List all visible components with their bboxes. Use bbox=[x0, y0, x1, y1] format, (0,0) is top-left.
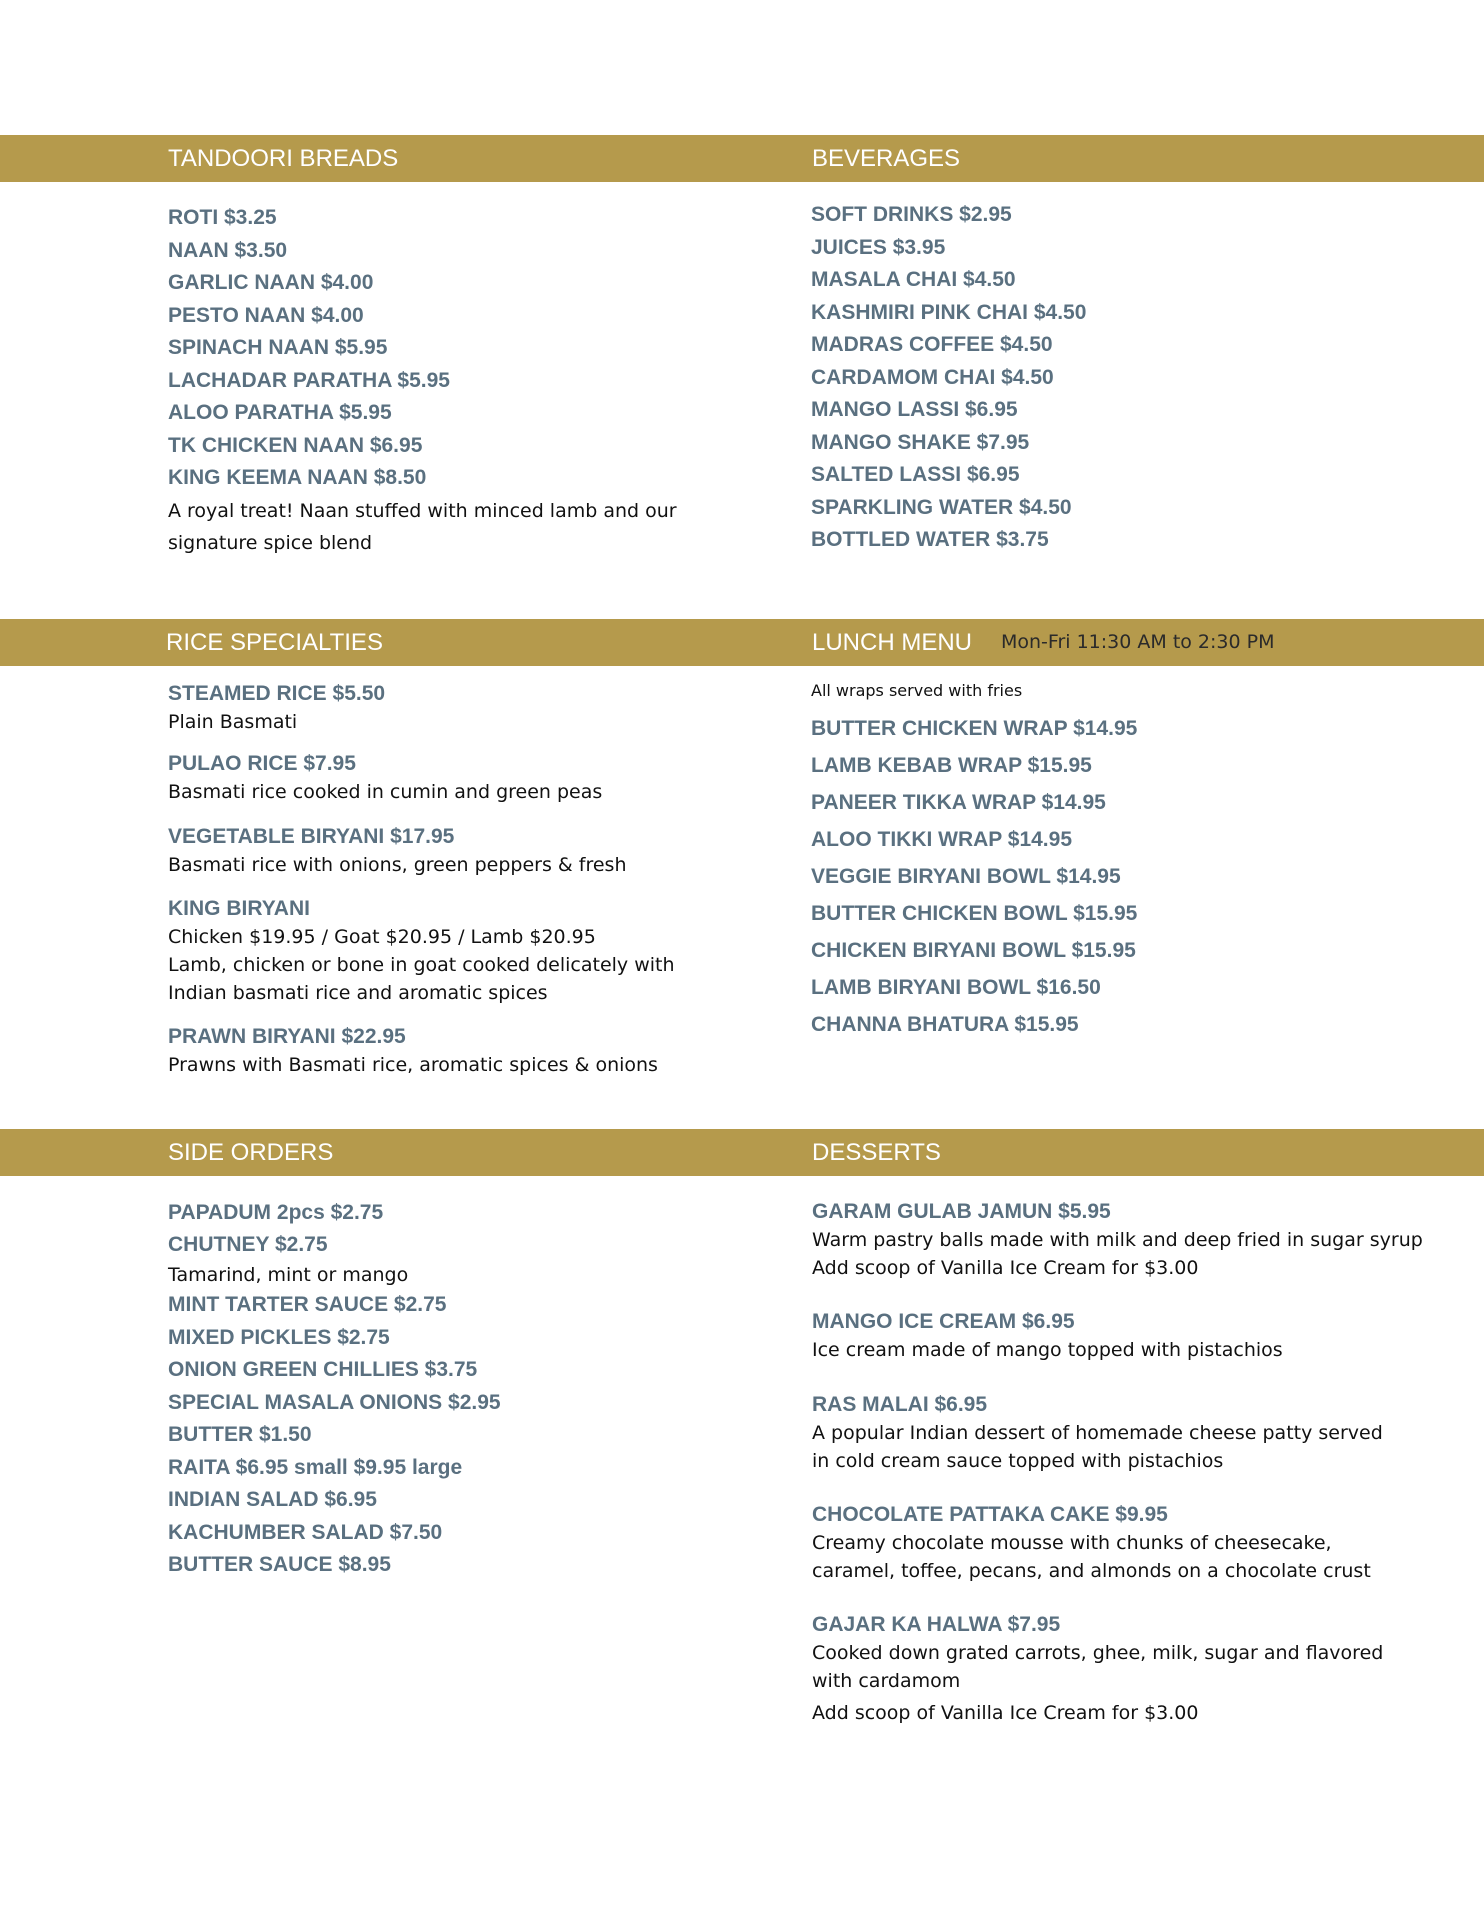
menu-entry bbox=[168, 750, 748, 806]
desserts-heading: DESSERTS bbox=[812, 1139, 941, 1166]
menu-item: MINT TARTER SAUCE $2.75 bbox=[168, 1293, 447, 1316]
menu-item: PANEER TIKKA WRAP $14.95 bbox=[811, 791, 1106, 814]
lunch-menu-hours: Mon-Fri 11:30 AM to 2:30 PM bbox=[1001, 631, 1275, 653]
item-description: Tamarind, mint or mango bbox=[168, 1264, 409, 1286]
rice-specialties-list bbox=[168, 680, 748, 1079]
item-description: Basmati rice with onions, green peppers & fresh bbox=[168, 854, 627, 876]
item-extra: Add scoop of Vanilla Ice Cream for $3.00 bbox=[812, 1702, 1199, 1724]
item-description: Basmati rice cooked in cumin and green peas bbox=[168, 781, 603, 803]
menu-item: MANGO SHAKE $7.95 bbox=[811, 430, 1030, 454]
menu-entry bbox=[168, 823, 748, 879]
menu-item: INDIAN SALAD $6.95 bbox=[168, 1488, 377, 1511]
menu-item: JUICES $3.95 bbox=[811, 235, 946, 259]
menu-item: SPECIAL MASALA ONIONS $2.95 bbox=[168, 1390, 501, 1414]
menu-item: MASALA CHAI $4.50 bbox=[811, 268, 1016, 291]
menu-item: GAJAR KA HALWA $7.95 bbox=[812, 1613, 1061, 1636]
menu-entry bbox=[812, 1198, 1452, 1282]
menu-item: CHUTNEY $2.75 bbox=[168, 1233, 328, 1256]
menu-item: RAS MALAI $6.95 bbox=[812, 1393, 988, 1416]
menu-item: NAAN $3.50 bbox=[168, 238, 288, 262]
menu-item: KING BIRYANI bbox=[168, 897, 310, 920]
menu-item: MADRAS COFFEE $4.50 bbox=[811, 333, 1053, 356]
item-description: A royal treat! Naan stuffed with minced lamb and our signature spice blend bbox=[168, 499, 677, 554]
menu-item: LACHADAR PARATHA $5.95 bbox=[168, 368, 450, 392]
menu-item: KING KEEMA NAAN $8.50 bbox=[168, 466, 427, 489]
menu-item: LAMB BIRYANI BOWL $16.50 bbox=[811, 976, 1101, 999]
menu-item: BUTTER $1.50 bbox=[168, 1423, 312, 1446]
menu-item: KACHUMBER SALAD $7.50 bbox=[168, 1520, 443, 1544]
menu-item: MIXED PICKLES $2.75 bbox=[168, 1325, 390, 1349]
menu-item: GARAM GULAB JAMUN $5.95 bbox=[812, 1200, 1111, 1223]
menu-item: SPINACH NAAN $5.95 bbox=[168, 336, 388, 359]
menu-item: CHICKEN BIRYANI BOWL $15.95 bbox=[811, 939, 1136, 962]
menu-item: KASHMIRI PINK CHAI $4.50 bbox=[811, 300, 1087, 324]
menu-entry bbox=[812, 1308, 1452, 1364]
menu-item: LAMB KEBAB WRAP $15.95 bbox=[811, 754, 1092, 777]
menu-item: BUTTER CHICKEN WRAP $14.95 bbox=[811, 717, 1138, 740]
menu-item: ONION GREEN CHILLIES $3.75 bbox=[168, 1358, 478, 1381]
menu-item: GARLIC NAAN $4.00 bbox=[168, 271, 374, 294]
item-description: Prawns with Basmati rice, aromatic spices & onions bbox=[168, 1054, 658, 1076]
tandoori-breads-list bbox=[168, 202, 728, 559]
rice-specialties-heading: RICE SPECIALTIES bbox=[166, 629, 383, 656]
side-orders-list bbox=[168, 1197, 728, 1582]
menu-item: ALOO TIKKI WRAP $14.95 bbox=[811, 828, 1073, 851]
menu-item: ALOO PARATHA $5.95 bbox=[168, 401, 392, 424]
menu-entry bbox=[812, 1501, 1452, 1585]
menu-item: CHOCOLATE PATTAKA CAKE $9.95 bbox=[812, 1503, 1168, 1526]
lunch-menu-list bbox=[811, 680, 1411, 1043]
item-description: Lamb, chicken or bone in goat cooked delicately with Indian basmati rice and aromatic spices bbox=[168, 954, 675, 1004]
menu-item: MANGO LASSI $6.95 bbox=[811, 398, 1018, 421]
menu-item: BUTTER SAUCE $8.95 bbox=[168, 1553, 391, 1576]
menu-item: SALTED LASSI $6.95 bbox=[811, 463, 1020, 486]
item-extra: Add scoop of Vanilla Ice Cream for $3.00 bbox=[812, 1257, 1199, 1279]
menu-item: SOFT DRINKS $2.95 bbox=[811, 203, 1012, 226]
menu-item: PRAWN BIRYANI $22.95 bbox=[168, 1025, 406, 1048]
menu-item: PAPADUM 2pcs $2.75 bbox=[168, 1201, 384, 1224]
menu-item: PESTO NAAN $4.00 bbox=[168, 303, 364, 327]
item-description: Creamy chocolate mousse with chunks of cheesecake, caramel, toffee, pecans, and almonds on a chocolate crust bbox=[812, 1532, 1371, 1582]
menu-entry bbox=[812, 1611, 1452, 1727]
item-description: Cooked down grated carrots, ghee, milk, sugar and flavored with cardamom bbox=[812, 1642, 1384, 1692]
item-description: Ice cream made of mango topped with pistachios bbox=[812, 1339, 1283, 1361]
menu-item: BUTTER CHICKEN BOWL $15.95 bbox=[811, 902, 1138, 925]
menu-entry bbox=[168, 895, 748, 1007]
beverages-heading: BEVERAGES bbox=[812, 145, 961, 172]
desserts-list bbox=[812, 1198, 1452, 1727]
menu-item: VEGETABLE BIRYANI $17.95 bbox=[168, 825, 455, 848]
menu-item: CHANNA BHATURA $15.95 bbox=[811, 1013, 1079, 1036]
menu-item: RAITA $6.95 small $9.95 large bbox=[168, 1455, 463, 1479]
menu-item: SPARKLING WATER $4.50 bbox=[811, 495, 1072, 519]
menu-item: BOTTLED WATER $3.75 bbox=[811, 528, 1049, 551]
menu-item: TK CHICKEN NAAN $6.95 bbox=[168, 433, 423, 457]
menu-entry bbox=[168, 1023, 748, 1079]
side-orders-heading: SIDE ORDERS bbox=[168, 1139, 334, 1166]
menu-item: VEGGIE BIRYANI BOWL $14.95 bbox=[811, 865, 1121, 888]
item-description: Warm pastry balls made with milk and deep fried in sugar syrup bbox=[812, 1229, 1423, 1251]
lunch-menu-heading: LUNCH MENU bbox=[812, 629, 973, 656]
menu-entry bbox=[168, 680, 748, 736]
menu-item: ROTI $3.25 bbox=[168, 206, 277, 229]
item-description: Chicken $19.95 / Goat $20.95 / Lamb $20.95 bbox=[168, 926, 596, 948]
menu-entry bbox=[812, 1391, 1452, 1475]
lunch-note: All wraps served with fries bbox=[811, 681, 1023, 700]
beverages-list bbox=[811, 199, 1371, 557]
item-description: A popular Indian dessert of homemade cheese patty served in cold cream sauce topped with pistachios bbox=[812, 1422, 1383, 1472]
tandoori-breads-heading: TANDOORI BREADS bbox=[168, 145, 399, 172]
menu-item: MANGO ICE CREAM $6.95 bbox=[812, 1310, 1075, 1333]
menu-item: PULAO RICE $7.95 bbox=[168, 752, 356, 775]
item-description: Plain Basmati bbox=[168, 711, 298, 733]
menu-item: CARDAMOM CHAI $4.50 bbox=[811, 365, 1054, 389]
menu-item: STEAMED RICE $5.50 bbox=[168, 682, 386, 705]
